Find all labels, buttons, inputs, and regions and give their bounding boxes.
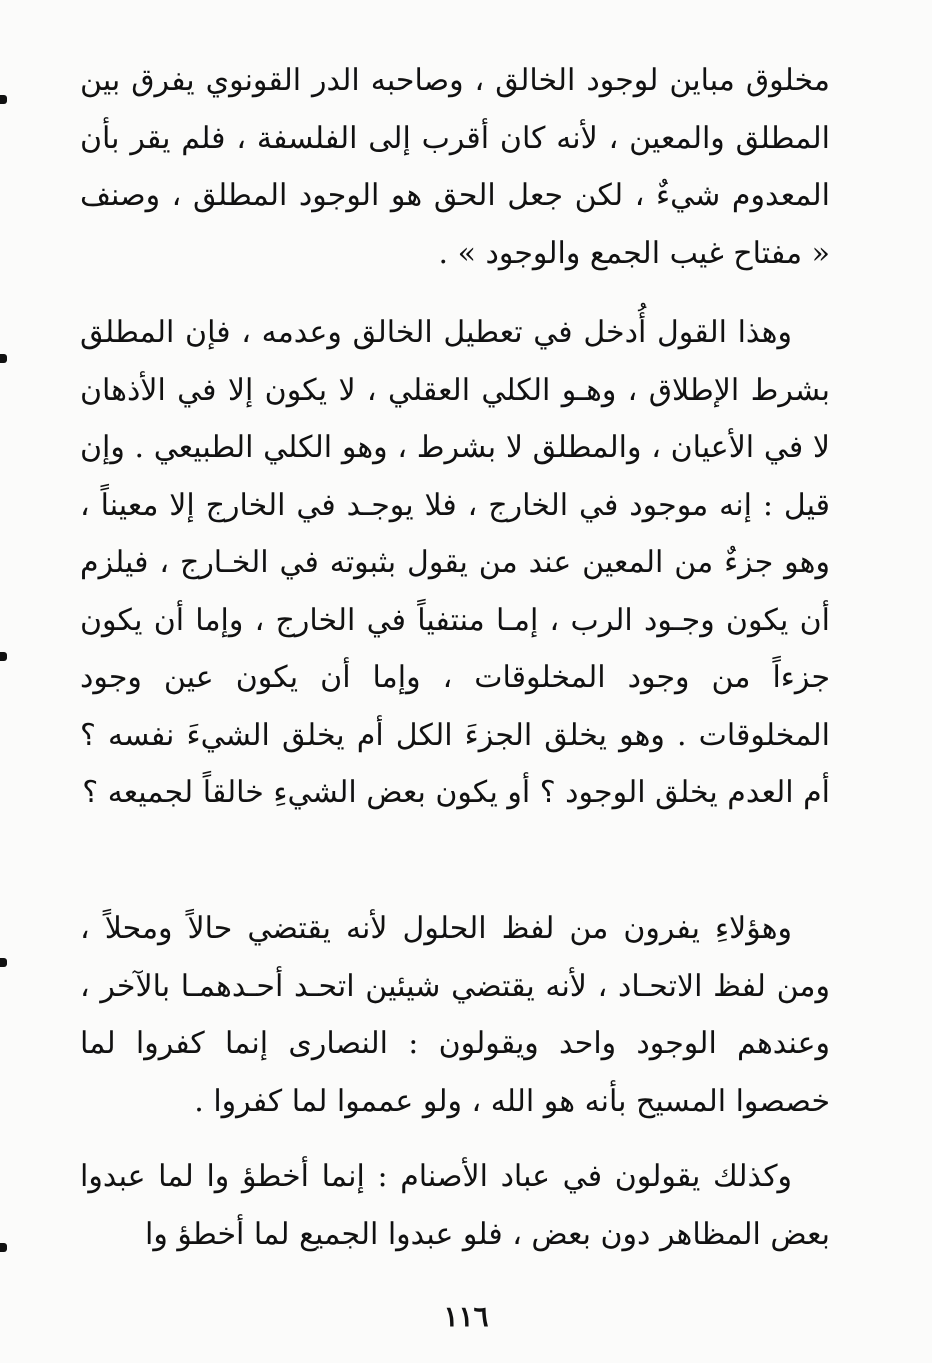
margin-mark bbox=[0, 652, 7, 661]
paragraph-text: وكذلك يقولون في عباد الأصنام : إنما أخطؤ وا لما عبدوا بعض المظاهر دون بعض ، فلو عبدوا الجميع لما أخطؤ وا bbox=[80, 1159, 830, 1252]
paragraph-4 bbox=[80, 1148, 830, 1263]
paragraph-text: مخلوق مباين لوجود الخالق ، وصاحبه الدر القونوي يفرق بين المطلق والمعين ، لأنه كان أقرب إلى الفلسفة ، فلم يقر بأن المعدوم شيءٌ ، لكن جعل الحق هو الوجود المطلق ، وصنف « مفتاح غيب الجمع والوجود » . bbox=[80, 63, 830, 271]
margin-mark bbox=[0, 1243, 7, 1252]
page-number: ١١٦ bbox=[443, 1300, 489, 1333]
margin-mark bbox=[0, 95, 7, 104]
paragraph-text: وهؤلاءِ يفرون من لفظ الحلول لأنه يقتضي حالاً ومحلاً ، ومن لفظ الاتحـاد ، لأنه يقتضي شيئين اتحـد أحـدهمـا بالآخر ، وعندهم الوجود واحد ويقولون : النصارى إنما كفروا لما خصصوا المسيح بأنه هو الله ، ولو عمموا لما كفروا . bbox=[80, 911, 830, 1119]
paragraph-text: وهذا القول أُدخل في تعطيل الخالق وعدمه ، فإن المطلق بشرط الإطلاق ، وهـو الكلي العقلي ، لا يكون إلا في الأذهان لا في الأعيان ، والمطلق لا بشرط ، وهو الكلي الطبيعي . وإن قيل : إنه موجود في الخارج ، فلا يوجـد في الخارج إلا معيناً ، وهو جزءٌ من المعين عند من يقول بثبوته في الخـارج ، فيلزم أن يكون وجـود الرب ، إمـا منتفياً في الخارج ، وإما أن يكون جزءاً من وجود المخلوقات ، وإما أن يكون عين وجود المخلوقات . وهو يخلق الجزءَ الكل أم يخلق الشيءَ نفسه ؟ أم العدم يخلق الوجود ؟ أو يكون بعض الشيءِ خالقاً لجميعه ؟ bbox=[80, 315, 830, 810]
margin-mark bbox=[0, 354, 7, 363]
paragraph-3 bbox=[80, 900, 830, 1130]
paragraph-2 bbox=[80, 304, 830, 822]
paragraph-1 bbox=[80, 52, 830, 282]
margin-mark bbox=[0, 958, 7, 967]
